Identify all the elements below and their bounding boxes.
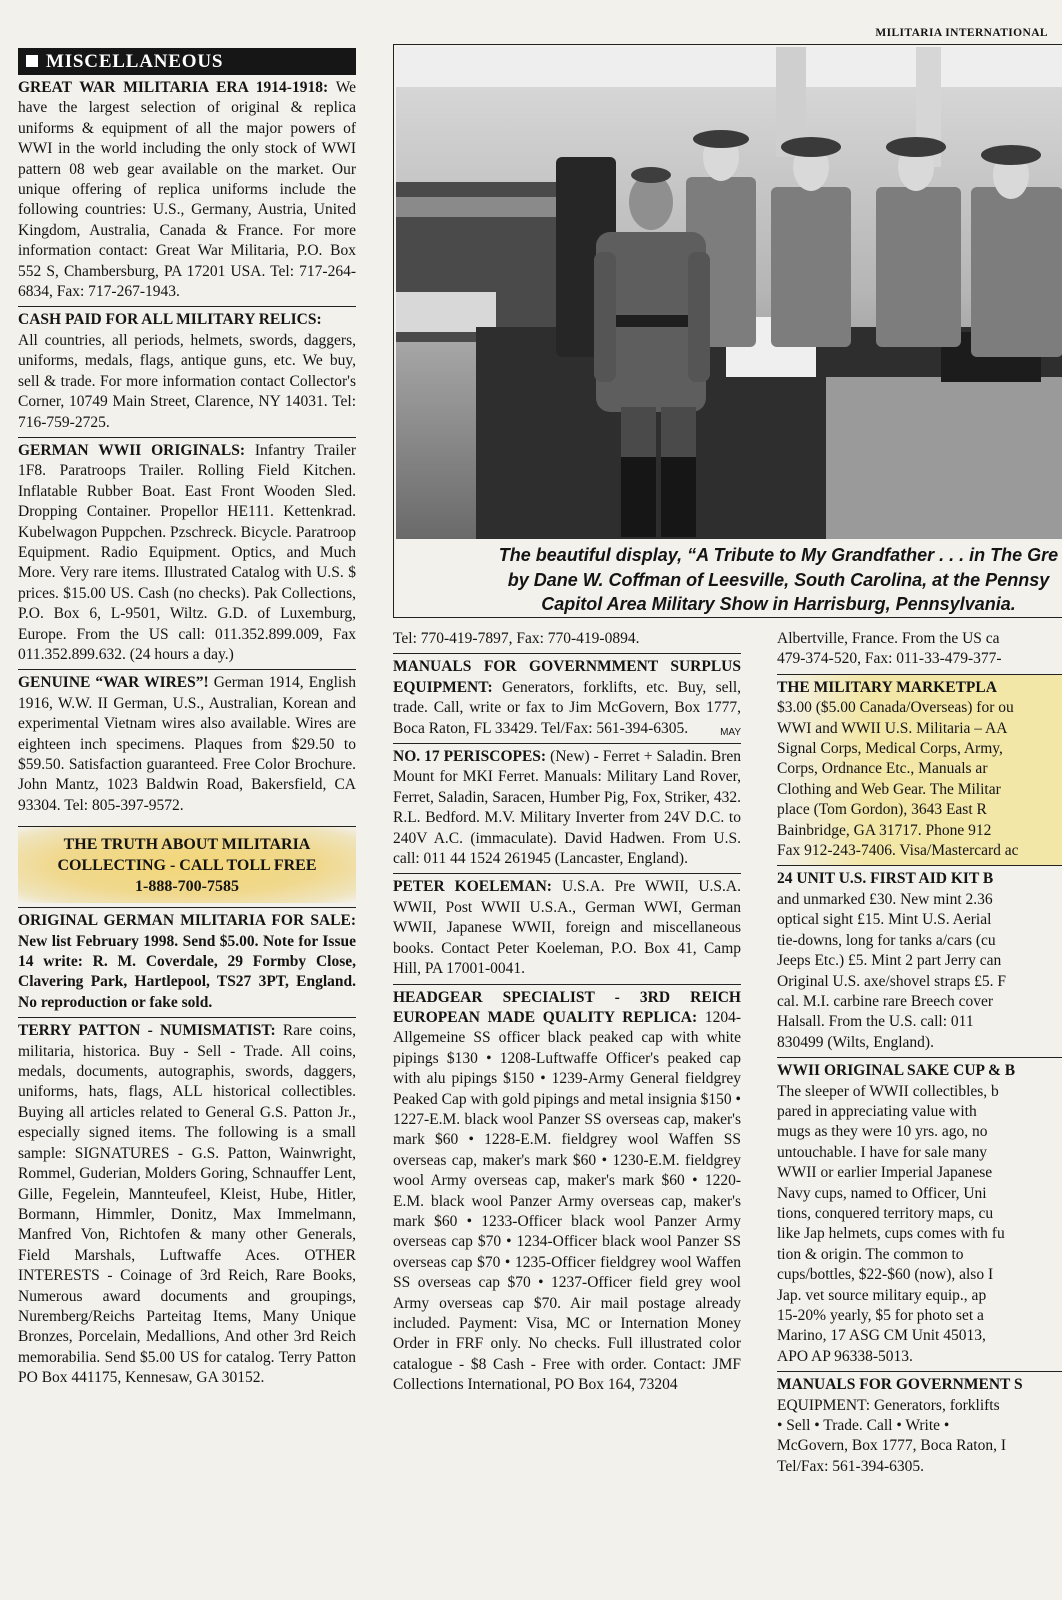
text-line: place (Tom Gordon), 3643 East R (777, 801, 987, 819)
ad-sake-cup (777, 1057, 1062, 1371)
ad-title: GREAT WAR MILITARIA ERA 1914-1918: (18, 79, 329, 96)
text-line: $3.00 ($5.00 Canada/Overseas) for ou (777, 699, 1014, 717)
photo-box (393, 44, 1062, 618)
text-line: • Sell • Trade. Call • Write • (777, 1417, 950, 1435)
ad-german-wwii (18, 437, 356, 669)
ad-body: All countries, all periods, helmets, swords, daggers, uniforms, medals, flags, antique guns, etc. We buy, sell & trade. For more information contact Collector's Corner, 10749 Main Street, Clarence, NY 14031. Tel: 716-759-2725. (18, 331, 356, 431)
text-line: Jeeps Etc.) £5. Mint 2 part Jerry can (777, 952, 1002, 970)
text-line: Clothing and Web Gear. The Militar (777, 780, 1001, 798)
text-line: Navy cups, named to Officer, Uni (777, 1184, 987, 1202)
ad-title: THE MILITARY MARKETPLA (777, 678, 997, 696)
middle-column (393, 626, 741, 1400)
ad-manuals-repeat (777, 1371, 1062, 1481)
left-column (18, 48, 356, 1393)
text-line: like Jap helmets, cups comes with fu (777, 1225, 1005, 1243)
text-line: tion & origin. The common to (777, 1245, 964, 1263)
truth-line-2: COLLECTING - CALL TOLL FREE (57, 857, 317, 875)
right-column (777, 626, 1062, 1566)
tel-line: Tel: 770-419-7897, Fax: 770-419-0894. (393, 630, 640, 647)
ad-body: Infantry Trailer 1F8. Paratroops Trailer. Rolling Field Kitchen. Inflatable Rubber Boat. East Front Wooden Sled. Dropping Container. Propellor HE111. Kettenkrad. Kubelwagon Puppchen. Pzschreck. Bicycle. Paratroop Equipment. Radio Equipment. Optics, and Much More. Very rare items. Illustrated Catalog with U.S. $ prices. $15.00 US. Cash (no checks). Pak Collections, P.O. Box 6, L-9501, Wiltz. G.D. of Luxemburg, Europe. From the US call: 011.352.899.009, Fax 011.352.899.632. (24 hours a day.) (18, 441, 356, 663)
text-line: EQUIPMENT: Generators, forklifts (777, 1396, 1000, 1414)
ad-peter-koeleman (393, 873, 741, 983)
text-line: and unmarked £30. New mint 2.36 (777, 890, 993, 908)
ad-title: TERRY PATTON - NUMISMATIST: (18, 1022, 276, 1040)
ad-title: CASH PAID FOR ALL MILITARY RELICS: (18, 311, 322, 329)
text-line: WWII or earlier Imperial Japanese (777, 1164, 993, 1182)
text-line: Original U.S. axe/shovel straps £5. F (777, 972, 1007, 990)
text-line: The sleeper of WWII collectibles, b (777, 1082, 999, 1100)
text-line: tie-downs, long for tanks a/cars (cu (777, 931, 996, 949)
truth-line-1: THE TRUTH ABOUT MILITARIA (63, 836, 311, 854)
toll-free-number: 1-888-700-7585 (135, 878, 239, 896)
square-icon (26, 55, 38, 67)
ad-periscopes (393, 743, 741, 873)
running-head: MILITARIA INTERNATIONAL (875, 27, 1048, 39)
ad-title: ORIGINAL GERMAN MILITARIA FOR SALE: (18, 912, 356, 930)
ad-title: GERMAN WWII ORIGINALS: (18, 441, 245, 459)
ad-body: We have the largest selection of original & replica uniforms & equipment of all the major powers of WWI in the world including the only stock of WWI pattern 08 web gear available on the market. Our unique offering of replica uniforms include the following countries: U.S., Germany, Austria, United Kingdom, Australia, Canada & France. For more information contact: Great War Militaria, P.O. Box 552 S, Chambersburg, PA 17201 USA. Tel: 717-264-6834, Fax: 717-267-1943. (18, 79, 356, 301)
photo-illustration (396, 47, 1062, 539)
ad-headgear (393, 984, 741, 1400)
ad-title: MANUALS FOR GOVERNMMENT SURPLUS EQUIPMENT: (393, 658, 741, 696)
photo-caption (394, 539, 1062, 617)
caption-line-1: The beautiful display, “A Tribute to My Grandfather . . . in The Gre (498, 545, 1059, 565)
ad-body: German 1914, English 1916, W.W. II German, U.S., Australian, Korean and experimental Vietnam wires also available. Wires are eighteen inch specimens. Plaques from $29.50 to $59.50. Satisfaction guaranteed. Free Color Brochure. John Mantz, 1023 Baldwin Road, Bakersfield, CA 93304. Tel: 805-397-9572. (18, 674, 356, 814)
right-top-lines (777, 626, 1062, 674)
text-line: McGovern, Box 1777, Boca Raton, I (777, 1437, 1007, 1455)
text-line: pared in appreciating value with (777, 1102, 977, 1120)
section-header-label: MISCELLANEOUS (46, 51, 224, 72)
ad-title: GENUINE “WAR WIRES”! (18, 674, 209, 692)
text-line: Halsall. From the U.S. call: 011 (777, 1013, 974, 1031)
issue-tag: MAY (720, 726, 741, 738)
ad-title: WWII ORIGINAL SAKE CUP & B (777, 1062, 1016, 1080)
ad-manuals (393, 653, 741, 743)
section-header (18, 48, 356, 75)
ad-war-wires (18, 669, 356, 820)
caption-line-3: Capitol Area Military Show in Harrisburg, Pennsylvania. (541, 594, 1016, 614)
ad-title: HEADGEAR SPECIALIST - 3RD REICH EUROPEAN MADE QUALITY REPLICA: (393, 988, 741, 1026)
text-line: Marino, 17 ASG CM Unit 45013, (777, 1327, 986, 1345)
text-line: Jap. vet source military equip., ap (777, 1286, 987, 1304)
text-line: mugs as they were 10 yrs. ago, no (777, 1123, 988, 1141)
ad-title: 24 UNIT U.S. FIRST AID KIT B (777, 870, 994, 888)
text-line: Corps, Ordnance Etc., Manuals ar (777, 760, 988, 778)
ad-body: Generators, forklifts, etc. Buy, sell, trade. Call, write or fax to Jim McGovern, Box 1777, Boca Raton, FL 33429. Tel/Fax: 561-394-6305. (393, 678, 742, 737)
text-line: 15-20% yearly, $5 for photo set a (777, 1307, 984, 1324)
ad-title: NO. 17 PERISCOPES: (393, 748, 547, 766)
display-photo (396, 47, 1062, 539)
ad-cash-paid (18, 306, 356, 436)
ad-terry-patton (18, 1017, 356, 1392)
text-line: 479-374-520, Fax: 011-33-479-377- (777, 650, 1002, 668)
text-line: untouchable. I have for sale many (777, 1143, 988, 1161)
text-line: 830499 (Wilts, England). (777, 1033, 934, 1051)
truth-about-militaria-box (18, 826, 356, 903)
caption-line-2: by Dane W. Coffman of Leesville, South Carolina, at the Pennsy (507, 569, 1050, 590)
text-line: Bainbridge, GA 31717. Phone 912 (777, 821, 992, 839)
ad-body: (New) - Ferret + Saladin. Bren Mount for MKI Ferret. Manuals: Military Land Rover, Ferret, Saladin, Saracen, Humber Pig, Fox, Striker, 432. R.L. Bedford. M.V. Military Inverter from 24V D.C. to 240V A.C. (immaculate). David Hadwen. From U.S. call: 011 44 1524 261945 (Lancaster, England). (393, 748, 741, 868)
text-line: tions, conquered territory maps, cu (777, 1204, 994, 1222)
text-line: Signal Corps, Medical Corps, Army, (777, 740, 1003, 758)
text-line: Fax 912-243-7406. Visa/Mastercard ac (777, 842, 1019, 860)
ad-marketplace (777, 674, 1062, 866)
text-line: cal. M.I. carbine rare Breech cover (777, 992, 994, 1010)
ad-title: MANUALS FOR GOVERNMENT S (777, 1376, 1023, 1394)
ad-original-german (18, 907, 356, 1017)
text-line: Tel/Fax: 561-394-6305. (777, 1457, 925, 1475)
ad-great-war (18, 75, 356, 306)
text-line: optical sight £15. Mint U.S. Aerial (777, 911, 992, 929)
ad-body: Rare coins, militaria, historica. Buy - Sell - Trade. All coins, medals, documents, autographis, swords, daggers, uniforms, hats, flags, ALL historical collectibles. Buying all articles related to General G.S. Patton Jr., especially signed items. The following is a small sample: SIGNATURES - G.S. Patton, Wainwright, Rommel, Guderian, Molders Goring, Schnauffer Lent, Gille, Fegelein, Mannteufeel, Kleist, Hube, Hitler, Bormann, Himmler, Donitz, Max Immelmann, Manfred Von, Richtofen & many other Generals, Field Marshals, Luftwaffe Aces. OTHER INTERESTS - Coinage of 3rd Reich, Rare Books, Numerous award documents and groupings, Nuremberg/Reichs Parteitag Items, Many Unique Bronzes, Porcelain, Medallions, And other 3rd Reich memorabilia. Send $5.00 US for catalog. Terry Patton PO Box 441175, Kennesaw, GA 30152. (18, 1022, 357, 1387)
ad-body: 1204-Allgemeine SS officer black peaked cap with white pipings $130 • 1208-Luftwaffe Officer's peaked cap with alu pipings $150 • 1239-Army General fieldgrey Peaked Cap with gold pipings and metal insignia $150 • 1227-E.M. black wool Panzer SS overseas cap, maker's mark $60 • 1228-E.M. fieldgrey wool Waffen SS overseas cap, maker's mark $60 • 1230-E.M. fieldgrey wool Army overseas cap, maker's mark $60 • 1220-E.M. black wool Panzer Army overseas cap, maker's mark $60 • 1233-Officer black wool Panzer Army overseas cap $70 • 1234-Officer black wool Panzer SS overseas cap $70 • 1235-Officer fieldgrey wool Waffen SS overseas cap $70 • 1237-Officer field grey wool Army overseas cap $70. Air mail postage already included. Payment: Visa, MC or Internation Money Order in FRF only. No checks. Full illustrated color catalogue - $8 Cash - Free with order. Contact: JMF Collections International, PO Box 164, 73204 (393, 1008, 741, 1394)
ad-body: U.S.A. Pre WWII, U.S.A. WWII, Post WWII U.S.A., German WWI, German WWII, Japanese WWII, foreign and miscellaneous books. Contact Peter Koeleman, P.O. Box 41, Camp Hill, PA 17001-0041. (393, 878, 742, 978)
text-line: WWI and WWII U.S. Militaria – AA (777, 719, 1008, 737)
ad-title: PETER KOELEMAN: (393, 878, 552, 896)
text-line: APO AP 96338-5013. (777, 1347, 913, 1365)
ad-first-aid-kit (777, 865, 1062, 1057)
text-line: Albertville, France. From the US ca (777, 630, 1000, 647)
ad-body: New list February 1998. Send $5.00. Note for Issue 14 write: R. M. Coverdale, 29 Formby Close, Clavering Park, Hartlepool, TS27 3PT, England. No reproduction or fake sold. (18, 932, 356, 1011)
text-line: cups/bottles, $22-$60 (now), also I (777, 1266, 994, 1284)
